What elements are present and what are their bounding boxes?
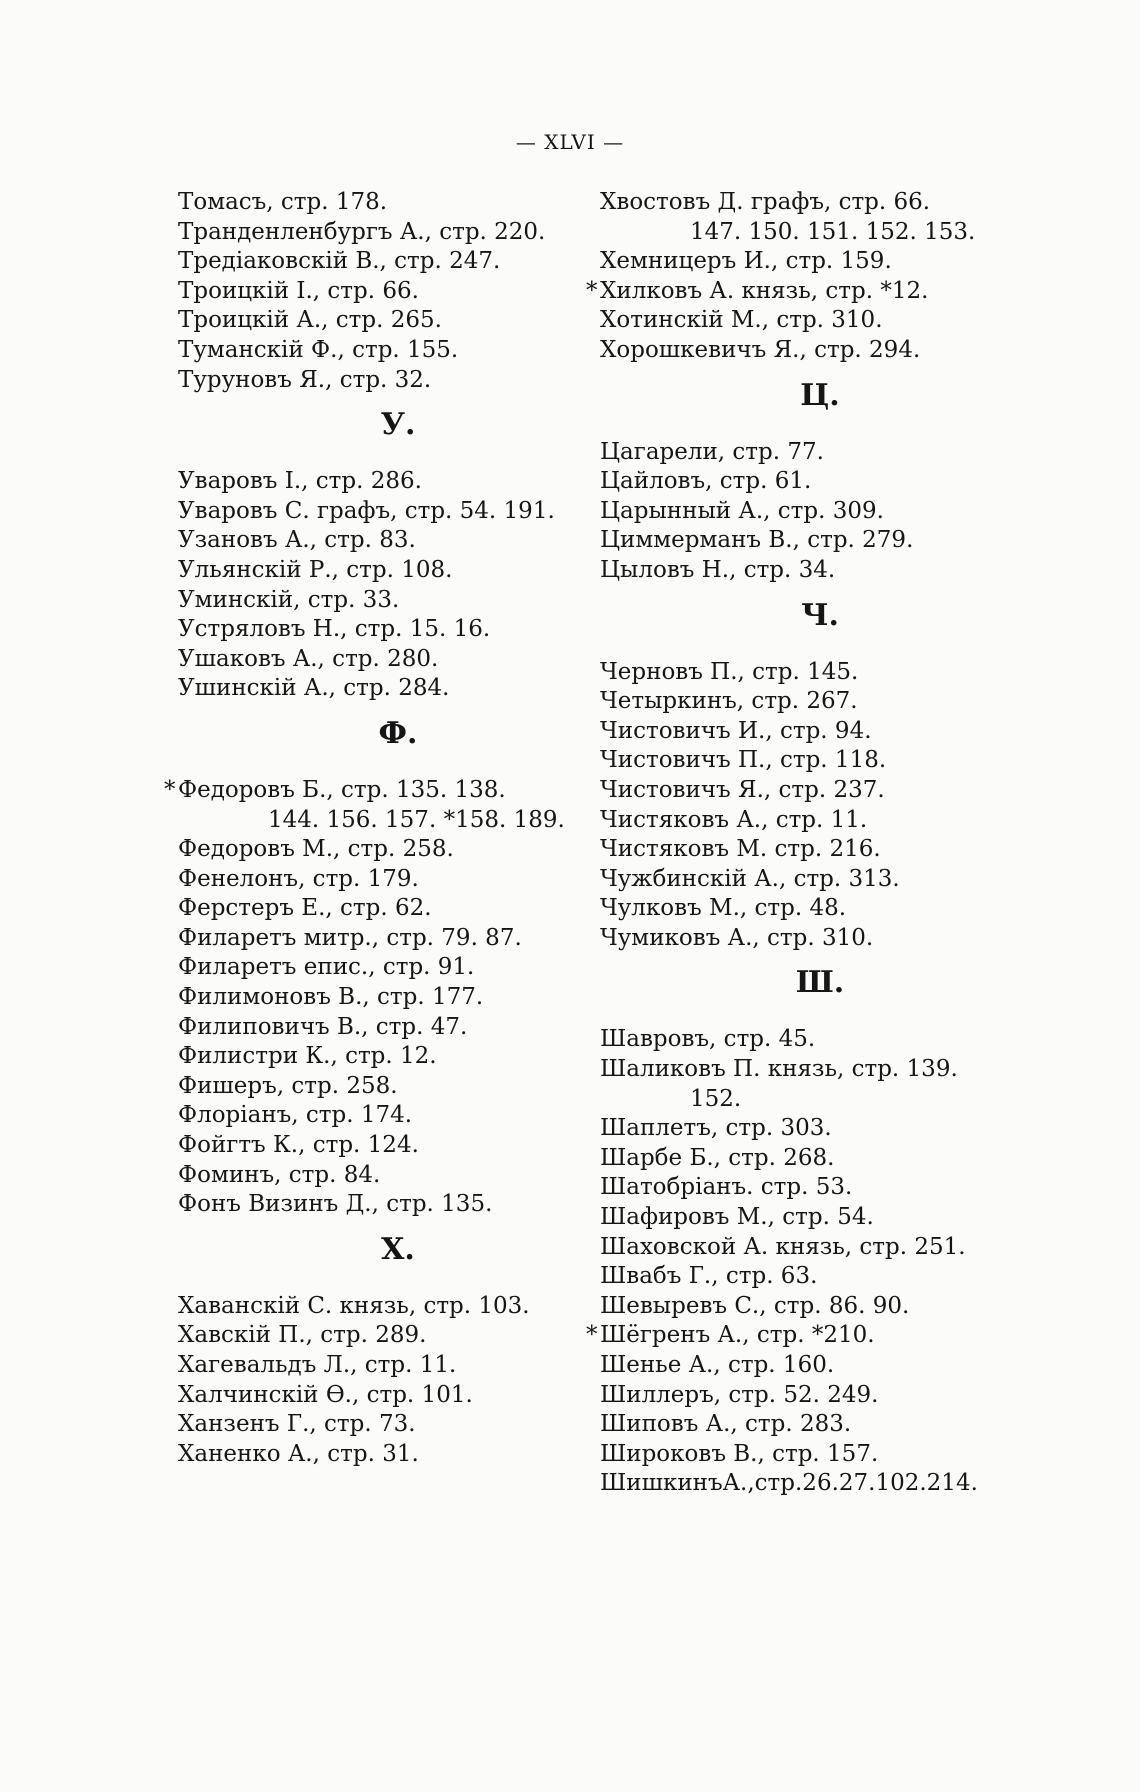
index-entry-text: 152.: [690, 1085, 742, 1112]
index-entry: [586, 277, 1040, 307]
index-entry-text: Хагевальдъ Л., стр. 11.: [178, 1352, 457, 1378]
index-entry-text: Ушаковъ А., стр. 280.: [178, 645, 439, 672]
index-entry: [600, 497, 1040, 527]
index-entry-text: Уваровъ С. графъ, стр. 54. 191.: [178, 497, 555, 524]
index-entry: [178, 1292, 618, 1322]
section-letter: Х.: [381, 1231, 415, 1267]
index-column-right: [586, 188, 1040, 1499]
index-entry-text: Чистяковъ А., стр. 11.: [600, 806, 868, 833]
index-entry: [178, 247, 618, 277]
index-entry-text: Шевыревъ С., стр. 86. 90.: [600, 1292, 910, 1319]
index-entry-text: Шатобріанъ. стр. 53.: [600, 1174, 853, 1201]
index-entry: [178, 366, 618, 396]
index-entry: [600, 1203, 1040, 1233]
index-entry-text: Шиллеръ, стр. 52. 249.: [600, 1381, 879, 1408]
index-entry: [178, 1042, 618, 1072]
index-entry-text: Шенье А., стр. 160.: [600, 1352, 835, 1378]
index-entry-text: Троицкій А., стр. 265.: [178, 307, 442, 334]
index-entry: [178, 1321, 618, 1351]
index-entry-text: Шаплетъ, стр. 303.: [600, 1115, 832, 1142]
index-entry-text: Филаретъ епис., стр. 91.: [178, 954, 475, 981]
section-letter: Ц.: [800, 377, 840, 413]
index-entry-text: Шарбе Б., стр. 268.: [600, 1144, 835, 1171]
index-column-left: [164, 188, 618, 1469]
index-entry-text: Ушинскій А., стр. 284.: [178, 675, 450, 702]
index-entry-text: Хавскій П., стр. 289.: [178, 1322, 427, 1349]
asterisk-mark: *: [586, 1322, 598, 1349]
index-entry: [178, 1072, 618, 1102]
index-entry: [178, 277, 618, 307]
index-entry: [600, 717, 1040, 747]
index-entry-text: Фонъ Визинъ Д., стр. 135.: [178, 1191, 493, 1218]
index-entry-text: Ханзенъ Г., стр. 73.: [178, 1411, 416, 1438]
index-entry-text: Устряловъ Н., стр. 15. 16.: [178, 616, 491, 643]
section-letter: У.: [380, 407, 416, 443]
index-entry: [178, 1381, 618, 1411]
index-entry-text: Широковъ В., стр. 157.: [600, 1440, 879, 1467]
index-entry: [600, 865, 1040, 895]
index-entry-text: Ульянскій Р., стр. 108.: [178, 556, 453, 583]
index-entry: [600, 306, 1040, 336]
index-entry: [178, 674, 618, 704]
index-entry-text: Филаретъ митр., стр. 79. 87.: [178, 924, 522, 951]
index-entry: [178, 1410, 618, 1440]
index-entry-text: Черновъ П., стр. 145.: [600, 658, 859, 685]
index-entry-text: Циммерманъ В., стр. 279.: [600, 527, 914, 554]
index-entry: [178, 835, 618, 865]
index-entry-text: 144. 156. 157. *158. 189.: [268, 806, 565, 833]
index-entry-text: Хвостовъ Д. графъ, стр. 66.: [600, 189, 931, 215]
index-entry-text: Ханенко А., стр. 31.: [178, 1440, 419, 1467]
index-entry: [600, 687, 1040, 717]
index-entry-text: Фоминъ, стр. 84.: [178, 1161, 381, 1188]
index-entry: [600, 1262, 1040, 1292]
index-entry-text: Уминскій, стр. 33.: [178, 586, 400, 613]
index-entry: [178, 526, 618, 556]
index-entry: [600, 1351, 1040, 1381]
index-entry: [600, 924, 1040, 954]
index-entry: [178, 467, 618, 497]
index-entry-text: 147. 150. 151. 152. 153.: [690, 218, 976, 245]
index-entry: [600, 556, 1040, 586]
index-entry-text: Шафировъ М., стр. 54.: [600, 1204, 874, 1231]
index-entry-text: Швабъ Г., стр. 63.: [600, 1263, 818, 1290]
index-entry-text: Цыловъ Н., стр. 34.: [600, 556, 836, 583]
index-entry: [178, 1101, 618, 1131]
index-entry-text: Узановъ А., стр. 83.: [178, 527, 416, 554]
index-entry: [178, 953, 618, 983]
index-entry-text: Царынный А., стр. 309.: [600, 497, 884, 524]
index-entry-text: Чулковъ М., стр. 48.: [600, 895, 847, 922]
asterisk-mark: *: [586, 277, 598, 304]
asterisk-mark: *: [164, 776, 176, 803]
index-entry: [178, 306, 618, 336]
index-entry-text: Туманскій Ф., стр. 155.: [178, 336, 459, 363]
index-entry: [178, 924, 618, 954]
index-entry-text: Филимоновъ В., стр. 177.: [178, 984, 484, 1011]
index-entry-text: Шавровъ, стр. 45.: [600, 1026, 816, 1053]
index-entry: [178, 497, 618, 527]
index-entry: [600, 776, 1040, 806]
index-entry-text: Чистовичъ И., стр. 94.: [600, 717, 872, 744]
index-entry: [600, 188, 1040, 218]
index-entry-text: Халчинскій Ѳ., стр. 101.: [178, 1381, 473, 1408]
index-entry-text: Тредіаковскій В., стр. 247.: [178, 248, 501, 275]
index-entry: [178, 894, 618, 924]
page-number: — XLVI —: [515, 130, 625, 154]
index-entry-text: Ферстеръ Е., стр. 62.: [178, 895, 432, 922]
index-entry-text: Фойгтъ К., стр. 124.: [178, 1132, 419, 1159]
index-entry: [600, 835, 1040, 865]
index-entry: [178, 218, 618, 248]
index-entry-continuation: [600, 1085, 1040, 1115]
index-entry: [178, 645, 618, 675]
index-entry-text: Чужбинскій А., стр. 313.: [600, 865, 900, 892]
index-entry: [600, 1469, 1040, 1499]
index-entry: [178, 586, 618, 616]
index-entry-text: Чистовичъ Я., стр. 237.: [600, 776, 885, 803]
index-entry: [178, 1161, 618, 1191]
index-entry: [600, 1173, 1040, 1203]
index-entry: [600, 806, 1040, 836]
index-entry: [178, 188, 618, 218]
index-entry-text: Транденленбургъ А., стр. 220.: [178, 218, 546, 245]
index-entry: [600, 1055, 1040, 1085]
index-entry: [600, 1410, 1040, 1440]
index-entry: [600, 1381, 1040, 1411]
index-entry-text: Шёгренъ А., стр. *210.: [600, 1322, 875, 1349]
index-entry-text: Туруновъ Я., стр. 32.: [178, 366, 432, 393]
index-entry: [178, 336, 618, 366]
index-entry: [600, 1025, 1040, 1055]
index-entry-text: Фишеръ, стр. 258.: [178, 1072, 398, 1099]
index-entry-text: Хилковъ А. князь, стр. *12.: [600, 277, 929, 304]
index-entry-text: Шаликовъ П. князь, стр. 139.: [600, 1056, 958, 1083]
index-entry-text: Троицкій І., стр. 66.: [178, 277, 419, 304]
index-entry: [600, 1144, 1040, 1174]
index-entry-text: Четыркинъ, стр. 267.: [600, 688, 858, 715]
index-entry: [600, 1114, 1040, 1144]
index-entry-text: Фенелонъ, стр. 179.: [178, 865, 419, 892]
index-entry: [178, 983, 618, 1013]
index-entry: [586, 1321, 1040, 1351]
index-entry: [600, 746, 1040, 776]
index-entry: [178, 1351, 618, 1381]
index-entry-text: Цайловъ, стр. 61.: [600, 468, 812, 495]
index-entry: [178, 865, 618, 895]
index-entry: [178, 1013, 618, 1043]
index-entry: [600, 1292, 1040, 1322]
index-entry: [600, 894, 1040, 924]
index-entry-text: Шаховской А. князь, стр. 251.: [600, 1233, 966, 1260]
index-entry: [178, 1190, 618, 1220]
index-entry-text: Хотинскій М., стр. 310.: [600, 307, 883, 334]
index-entry: [600, 467, 1040, 497]
index-entry: [178, 556, 618, 586]
index-entry-continuation: [600, 218, 1040, 248]
index-entry: [164, 776, 618, 806]
index-entry-text: Шиповъ А., стр. 283.: [600, 1411, 852, 1438]
index-entry: [600, 247, 1040, 277]
index-entry-text: Томасъ, стр. 178.: [178, 189, 388, 215]
index-entry: [600, 1440, 1040, 1470]
index-entry-text: Уваровъ І., стр. 286.: [178, 468, 422, 495]
index-entry: [600, 658, 1040, 688]
index-entry-text: Федоровъ М., стр. 258.: [178, 836, 454, 863]
index-entry: [600, 526, 1040, 556]
index-entry-text: ШишкинъА.,стр.26.27.102.214.: [600, 1470, 978, 1497]
index-entry-text: Филиповичъ В., стр. 47.: [178, 1013, 468, 1040]
index-entry-text: Чистяковъ М. стр. 216.: [600, 836, 881, 863]
section-letter: Ш.: [795, 965, 845, 1001]
index-entry-text: Чумиковъ А., стр. 310.: [600, 924, 874, 951]
index-entry-text: Хаванскій С. князь, стр. 103.: [178, 1292, 530, 1319]
index-entry: [600, 336, 1040, 366]
index-entry: [600, 438, 1040, 468]
index-entry-text: Флоріанъ, стр. 174.: [178, 1102, 413, 1129]
index-entry: [178, 1131, 618, 1161]
index-entry-text: Федоровъ Б., стр. 135. 138.: [178, 776, 506, 803]
index-entry-text: Цагарели, стр. 77.: [600, 438, 824, 465]
index-entry: [178, 615, 618, 645]
index-entry-text: Чистовичъ П., стр. 118.: [600, 747, 887, 774]
index-entry: [600, 1233, 1040, 1263]
section-letter: Ч.: [801, 597, 839, 633]
index-entry: [178, 1440, 618, 1470]
index-entry-continuation: [178, 806, 618, 836]
section-letter: Ф.: [378, 715, 418, 751]
index-entry-text: Филистри К., стр. 12.: [178, 1043, 437, 1070]
index-entry-text: Хорошкевичъ Я., стр. 294.: [600, 336, 921, 363]
index-entry-text: Хемницеръ И., стр. 159.: [600, 248, 892, 275]
